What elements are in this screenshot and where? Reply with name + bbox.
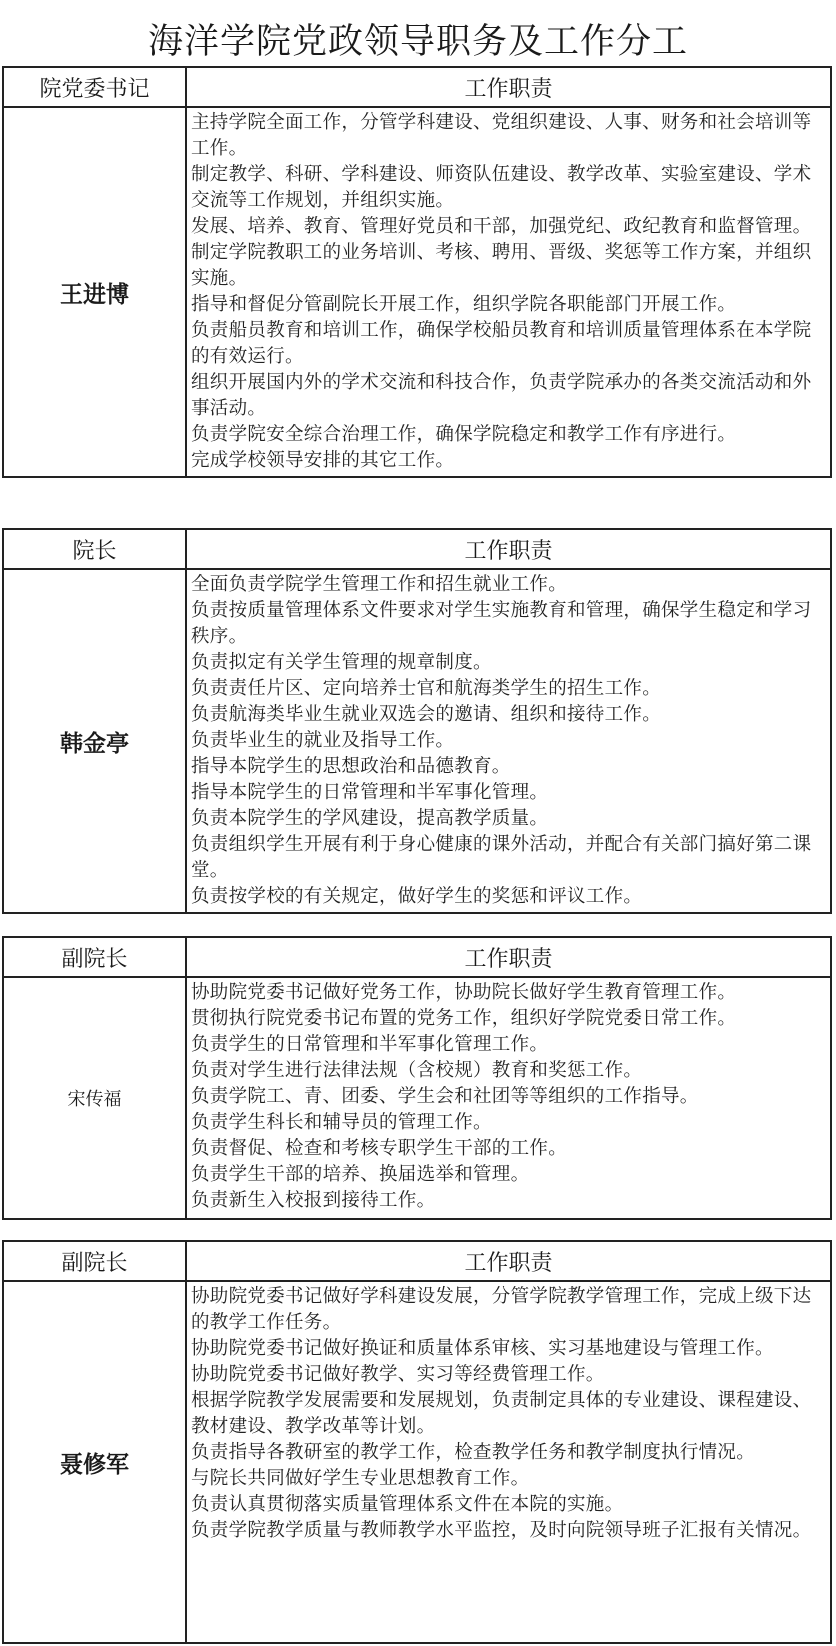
leader-name: 宋传福 <box>3 977 186 1219</box>
duty-item: 负责本院学生的学风建设，提高教学质量。 <box>191 808 549 829</box>
role-cell: 副院长 <box>3 1241 186 1281</box>
duty-table-party-secretary <box>2 66 832 478</box>
header-cell: 工作职责 <box>186 937 831 977</box>
duty-item: 指导和督促分管副院长开展工作，组织学院各职能部门开展工作。 <box>191 294 737 315</box>
leader-name: 韩金亭 <box>3 569 186 913</box>
page-title: 海洋学院党政领导职务及工作分工 <box>147 22 688 62</box>
duty-table-vice-dean-2 <box>2 1240 832 1644</box>
duty-item: 负责学院工、青、团委、学生会和社团等等组织的工作指导。 <box>191 1086 699 1107</box>
duty-item: 贯彻执行院党委书记布置的党务工作，组织好学院党委日常工作。 <box>191 1008 737 1029</box>
duty-item: 负责新生入校报到接待工作。 <box>191 1190 436 1211</box>
duties-cell <box>186 1281 831 1643</box>
duty-item: 组织开展国内外的学术交流和科技合作，负责学院承办的各类交流活动和外事活动。 <box>191 372 812 419</box>
duty-item: 协助院党委书记做好换证和质量体系审核、实习基地建设与管理工作。 <box>191 1338 774 1359</box>
duty-item: 负责组织学生开展有利于身心健康的课外活动，并配合有关部门搞好第二课堂。 <box>191 834 812 881</box>
duty-item: 协助院党委书记做好教学、实习等经费管理工作。 <box>191 1364 605 1385</box>
header-cell: 工作职责 <box>186 1241 831 1281</box>
duty-item: 负责认真贯彻落实质量管理体系文件在本院的实施。 <box>191 1494 624 1515</box>
duties-cell <box>186 569 831 913</box>
duty-item: 负责学生干部的培养、换届选举和管理。 <box>191 1164 530 1185</box>
duty-item: 负责责任片区、定向培养士官和航海类学生的招生工作。 <box>191 678 662 699</box>
duty-item: 负责按学校的有关规定，做好学生的奖惩和评议工作。 <box>191 886 643 907</box>
role-cell: 副院长 <box>3 937 186 977</box>
duties-cell <box>186 977 831 1219</box>
duty-item: 协助院党委书记做好学科建设发展，分管学院教学管理工作，完成上级下达的教学工作任务。 <box>191 1286 812 1333</box>
duty-item: 负责按质量管理体系文件要求对学生实施教育和管理，确保学生稳定和学习秩序。 <box>191 600 812 647</box>
duty-item: 制定学院教职工的业务培训、考核、聘用、晋级、奖惩等工作方案，并组织实施。 <box>191 242 812 289</box>
duty-item: 与院长共同做好学生专业思想教育工作。 <box>191 1468 530 1489</box>
duty-item: 指导本院学生的思想政治和品德教育。 <box>191 756 511 777</box>
duty-item: 协助院党委书记做好党务工作，协助院长做好学生教育管理工作。 <box>191 982 737 1003</box>
role-cell: 院党委书记 <box>3 67 186 107</box>
duty-item: 负责督促、检查和考核专职学生干部的工作。 <box>191 1138 568 1159</box>
duty-item: 负责航海类毕业生就业双选会的邀请、组织和接待工作。 <box>191 704 662 725</box>
duty-item: 负责对学生进行法律法规（含校规）教育和奖惩工作。 <box>191 1060 643 1081</box>
duty-item: 主持学院全面工作，分管学科建设、党组织建设、人事、财务和社会培训等工作。 <box>191 112 812 159</box>
duty-item: 负责学生科长和辅导员的管理工作。 <box>191 1112 492 1133</box>
duty-item: 负责毕业生的就业及指导工作。 <box>191 730 455 751</box>
duty-item: 指导本院学生的日常管理和半军事化管理。 <box>191 782 549 803</box>
duty-item: 制定教学、科研、学科建设、师资队伍建设、教学改革、实验室建设、学术交流等工作规划，并组织实施。 <box>191 164 812 211</box>
duty-item: 负责指导各教研室的教学工作，检查教学任务和教学制度执行情况。 <box>191 1442 756 1463</box>
leader-name: 王进博 <box>3 107 186 477</box>
duty-item: 全面负责学院学生管理工作和招生就业工作。 <box>191 574 568 595</box>
duty-table-vice-dean-1 <box>2 936 832 1220</box>
leader-name: 聂修军 <box>3 1281 186 1643</box>
header-cell: 工作职责 <box>186 67 831 107</box>
duty-table-dean <box>2 528 832 914</box>
duty-item: 负责学生的日常管理和半军事化管理工作。 <box>191 1034 549 1055</box>
duty-item: 负责拟定有关学生管理的规章制度。 <box>191 652 492 673</box>
duty-item: 负责学院教学质量与教师教学水平监控，及时向院领导班子汇报有关情况。 <box>191 1520 812 1541</box>
duty-item: 负责学院安全综合治理工作，确保学院稳定和教学工作有序进行。 <box>191 424 737 445</box>
duty-item: 完成学校领导安排的其它工作。 <box>191 450 455 471</box>
duties-cell <box>186 107 831 477</box>
role-cell: 院长 <box>3 529 186 569</box>
duty-item: 发展、培养、教育、管理好党员和干部，加强党纪、政纪教育和监督管理。 <box>191 216 812 237</box>
header-cell: 工作职责 <box>186 529 831 569</box>
duty-item: 负责船员教育和培训工作，确保学校船员教育和培训质量管理体系在本学院的有效运行。 <box>191 320 812 367</box>
duty-item: 根据学院教学发展需要和发展规划，负责制定具体的专业建设、课程建设、教材建设、教学改革等计划。 <box>191 1390 812 1437</box>
